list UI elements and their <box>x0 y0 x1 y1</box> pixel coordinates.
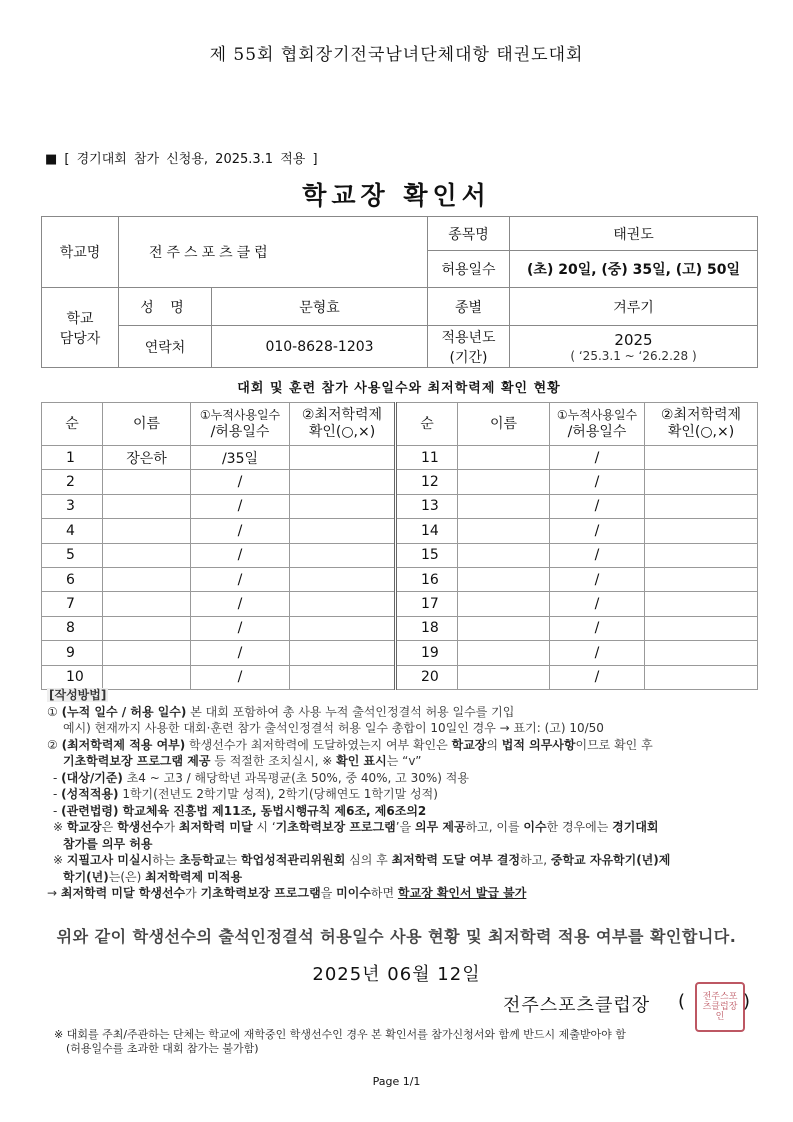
method-text: 경기대회 <box>612 820 659 834</box>
method-text: 기초학력보장 프로그램 <box>200 886 321 900</box>
student-name: 장은하 <box>103 446 191 470</box>
cumulative-days: / <box>550 446 645 470</box>
student-name <box>103 665 191 689</box>
method-text: 는 <box>225 853 241 867</box>
cumulative-days: / <box>191 543 290 567</box>
min-academic-check <box>645 446 758 470</box>
col-name-left: 이름 <box>103 403 191 446</box>
method-text: 을 <box>320 886 337 900</box>
method-text: 최저학력제 미적용 <box>145 869 243 884</box>
method-text: 학생선수가 최저학력에 도달하였는지 여부 확인은 <box>185 737 452 752</box>
method-text: 법적 의무사항 <box>501 737 576 752</box>
table-row <box>42 470 758 494</box>
method-text: 가 <box>185 886 201 900</box>
usage-table <box>41 402 758 690</box>
min-academic-check <box>645 543 758 567</box>
col-cumulative-left-line2: /허용일수 <box>210 424 270 440</box>
row-number: 14 <box>396 519 458 543</box>
min-academic-check <box>290 519 396 543</box>
year-value: 2025 <box>614 330 653 349</box>
method-text: 초4 ~ 고3 / 해당학년 과목평균(초 50%, 중 40%, 고 30%) 적용 <box>122 770 469 785</box>
method-text: 본 대회 포함하여 총 사용 누적 출석인정결석 허용 일수를 기입 <box>186 704 515 719</box>
usage-section-title: 대회 및 훈련 참가 사용일수와 최저학력제 확인 현황 <box>237 381 561 396</box>
official-seal: 전주스포츠클럽장인 <box>695 982 745 1032</box>
method-text: (관련법령) 학교체육 진흥법 제11조, 동법시행규칙 제6조, 제6조의2 <box>61 803 427 818</box>
method-text: 기초학력보장 프로그램 제공 <box>63 754 211 768</box>
method-text: ※ <box>53 853 67 867</box>
method-text: 은 <box>101 820 118 834</box>
cumulative-days: / <box>550 616 645 640</box>
student-name <box>458 641 550 665</box>
row-number: 15 <box>396 543 458 567</box>
student-name <box>103 567 191 591</box>
cumulative-days: / <box>191 567 290 591</box>
row-number: 1 <box>42 446 103 470</box>
min-academic-check <box>645 519 758 543</box>
cumulative-days: / <box>191 616 290 640</box>
col-min-left-line1: ②최저학력제 <box>301 407 383 423</box>
method-text: 미이수 <box>336 886 371 900</box>
row-number: 6 <box>42 567 103 591</box>
student-name <box>458 519 550 543</box>
row-number: 8 <box>42 616 103 640</box>
cumulative-days: / <box>550 665 645 689</box>
row-number: 18 <box>396 616 458 640</box>
method-text: - <box>53 803 62 818</box>
contact-value: 010-8628-1203 <box>212 326 428 368</box>
form-note: ■ [ 경기대회 참가 신청용, 2025.3.1 적용 ] <box>45 152 318 167</box>
min-academic-check <box>290 543 396 567</box>
col-cumulative-right <box>550 403 645 446</box>
min-academic-check <box>290 446 396 470</box>
method-text: 1학기(전년도 2학기말 성적), 2학기(당해연도 1학기말 성적) <box>118 787 438 801</box>
method-line-7 <box>47 803 762 820</box>
row-number: 2 <box>42 470 103 494</box>
allowed-days-value: (초) 20일, (중) 35일, (고) 50일 <box>510 251 758 288</box>
manager-label-line1: 학교 <box>66 310 94 327</box>
method-line-12 <box>47 885 762 902</box>
year-label-line2: (기간) <box>449 349 488 366</box>
row-number: 10 <box>42 665 103 689</box>
student-name <box>458 446 550 470</box>
min-academic-check <box>290 592 396 616</box>
cumulative-days: / <box>191 494 290 518</box>
col-min-right <box>645 403 758 446</box>
cumulative-days: / <box>191 470 290 494</box>
method-text: 참가를 의무 허용 <box>63 836 153 851</box>
method-text: 최저학력 미달 학생선수 <box>60 886 186 900</box>
method-line-10 <box>47 852 762 869</box>
cumulative-days: /35일 <box>191 446 290 470</box>
method-line-6 <box>47 786 762 803</box>
year-label-line1: 적용년도 <box>441 329 496 346</box>
name-label: 성 명 <box>119 288 212 326</box>
student-name <box>458 592 550 616</box>
col-name-right: 이름 <box>458 403 550 446</box>
table-row <box>42 592 758 616</box>
method-text: (성적적용) <box>61 787 119 801</box>
row-number: 4 <box>42 519 103 543</box>
method-line-5 <box>47 770 762 787</box>
method-text: 이므로 확인 후 <box>575 737 653 752</box>
min-academic-check <box>290 641 396 665</box>
method-line-4 <box>47 753 762 770</box>
student-name <box>458 494 550 518</box>
method-text: 등 적절한 조치실시, ※ <box>210 754 337 768</box>
row-number: 13 <box>396 494 458 518</box>
student-name <box>458 567 550 591</box>
method-text: 는 “v” <box>386 754 422 768</box>
method-text: (대상/기준) <box>61 770 123 785</box>
page-number: Page 1/1 <box>372 1075 421 1088</box>
method-text: 하고, 이를 <box>465 820 524 834</box>
min-academic-check <box>645 470 758 494</box>
method-text: 중학교 자유학기(년)제 <box>550 853 671 867</box>
seal-paren-close: ) <box>743 991 751 1012</box>
student-name <box>458 470 550 494</box>
row-number: 19 <box>396 641 458 665</box>
method-line-9 <box>47 836 762 853</box>
table-row <box>42 665 758 689</box>
row-number: 16 <box>396 567 458 591</box>
confirmation-statement: 위와 같이 학생선수의 출석인정결석 허용일수 사용 현황 및 최저학력 적용 여부를 확인합니다. <box>56 927 737 946</box>
row-number: 11 <box>396 446 458 470</box>
min-academic-check <box>645 641 758 665</box>
method-text: 학교장 <box>451 737 487 752</box>
row-number: 5 <box>42 543 103 567</box>
col-cumulative-right-line2: /허용일수 <box>567 424 627 440</box>
min-academic-check <box>290 470 396 494</box>
cumulative-days: / <box>191 641 290 665</box>
year-period: ( ‘25.3.1 ~ ‘26.2.28 ) <box>570 348 697 363</box>
method-text: ’을 <box>395 820 415 834</box>
category-label: 종별 <box>428 288 510 326</box>
min-academic-check <box>645 616 758 640</box>
row-number: 3 <box>42 494 103 518</box>
school-label: 학교명 <box>42 217 119 288</box>
method-text: 시 ‘ <box>252 820 276 834</box>
method-text: 의 <box>486 737 502 752</box>
seal-paren-open: ( <box>678 991 686 1012</box>
method-text: 확인 표시 <box>336 754 387 768</box>
method-text: - <box>53 770 62 785</box>
table-row <box>42 494 758 518</box>
method-text: 초등학교 <box>179 853 226 867</box>
method-text: 기초학력보장 프로그램 <box>275 820 396 834</box>
manager-label-line2: 담당자 <box>59 330 101 347</box>
row-number: 12 <box>396 470 458 494</box>
method-text: 의무 제공 <box>415 820 466 834</box>
student-name <box>103 543 191 567</box>
method-text: 하고, <box>520 853 551 867</box>
student-name <box>103 494 191 518</box>
method-line-1 <box>47 704 762 721</box>
event-title: 제 55회 협회장기전국남녀단체대항 태권도대회 <box>209 45 584 65</box>
method-text: 학교장 확인서 발급 불가 <box>397 886 527 900</box>
method-text: 학생선수 <box>117 820 164 834</box>
method-text: 하는 <box>152 853 180 867</box>
table-row <box>42 519 758 543</box>
method-title: [작성방법] <box>49 688 107 702</box>
cumulative-days: / <box>191 592 290 616</box>
footnote-line-1: ※ 대회를 주최/주관하는 단체는 학교에 재학중인 학생선수인 경우 본 확인서를 참가신청서와 함께 반드시 제출받아야 함 <box>54 1028 626 1041</box>
student-name <box>103 616 191 640</box>
col-min-left <box>290 403 396 446</box>
method-line-11 <box>47 869 762 886</box>
method-text: 한 경우에는 <box>546 820 613 834</box>
method-text: 가 <box>163 820 179 834</box>
cumulative-days: / <box>550 470 645 494</box>
student-name <box>103 641 191 665</box>
col-cumulative-left <box>191 403 290 446</box>
student-name <box>103 592 191 616</box>
row-number: 9 <box>42 641 103 665</box>
method-text: 이수 <box>523 820 547 834</box>
table-row <box>42 567 758 591</box>
footnote <box>54 1028 764 1056</box>
confirmation-date: 2025년 06월 12일 <box>312 964 481 985</box>
col-min-right-line2: 확인(○,×) <box>667 424 735 440</box>
year-cell <box>510 326 758 368</box>
signer-name: 전주스포츠클럽장 <box>503 995 651 1016</box>
contact-label: 연락처 <box>119 326 212 368</box>
allowed-days-label: 허용일수 <box>428 251 510 288</box>
col-cumulative-right-line1: ①누적사용일수 <box>556 408 638 422</box>
student-name <box>458 616 550 640</box>
method-text: 학교장 <box>66 820 102 834</box>
col-no-right: 순 <box>396 403 458 446</box>
cumulative-days: / <box>550 519 645 543</box>
min-academic-check <box>290 616 396 640</box>
method-text: 최저학력 도달 여부 결정 <box>391 853 521 867</box>
row-number: 20 <box>396 665 458 689</box>
manager-name: 문형효 <box>212 288 428 326</box>
method-text: 심의 후 <box>345 853 392 867</box>
method-text: - <box>53 787 62 801</box>
school-name: 전주스포츠클럽 <box>119 217 428 288</box>
document-title: 학교장 확인서 <box>302 181 491 210</box>
min-academic-check <box>645 665 758 689</box>
table-row <box>42 641 758 665</box>
student-name <box>458 543 550 567</box>
cumulative-days: / <box>550 543 645 567</box>
method-text: 학기(년) <box>63 869 109 884</box>
cumulative-days: / <box>550 494 645 518</box>
sport-name: 태권도 <box>510 217 758 251</box>
category-value: 겨루기 <box>510 288 758 326</box>
row-number: 7 <box>42 592 103 616</box>
method-line-2: 예시) 현재까지 사용한 대회·훈련 참가 출석인정결석 허용 일수 총합이 10일인 경우 → 표기: (고) 10/50 <box>63 721 604 735</box>
min-academic-check <box>290 567 396 591</box>
footnote-line-2: (허용일수를 초과한 대회 참가는 불가함) <box>66 1042 259 1055</box>
cumulative-days: / <box>191 519 290 543</box>
method-text: → <box>47 886 61 900</box>
cumulative-days: / <box>191 665 290 689</box>
min-academic-check <box>645 592 758 616</box>
method-line-3 <box>47 737 762 754</box>
col-no-left: 순 <box>42 403 103 446</box>
cumulative-days: / <box>550 641 645 665</box>
cumulative-days: / <box>550 592 645 616</box>
manager-label <box>42 288 119 368</box>
col-min-left-line2: 확인(○,×) <box>308 424 376 440</box>
school-info-table <box>41 216 758 368</box>
row-number: 17 <box>396 592 458 616</box>
student-name <box>103 470 191 494</box>
table-row <box>42 446 758 470</box>
method-text: 지필고사 미실시 <box>66 853 153 867</box>
method-text: ※ <box>53 820 67 834</box>
min-academic-check <box>290 494 396 518</box>
method-text: ① <box>47 704 62 719</box>
table-row <box>42 616 758 640</box>
method-text: ② <box>47 737 62 752</box>
col-cumulative-left-line1: ①누적사용일수 <box>199 408 281 422</box>
method-text: 는(은) <box>108 869 146 884</box>
min-academic-check <box>645 567 758 591</box>
writing-method <box>47 687 762 902</box>
method-text: 학업성적관리위원회 <box>241 853 346 867</box>
year-label <box>428 326 510 368</box>
method-text: 최저학력 미달 <box>178 820 253 834</box>
method-text: (최저학력제 적용 여부) <box>61 737 186 752</box>
method-text: (누적 일수 / 허용 일수) <box>61 704 187 719</box>
col-min-right-line1: ②최저학력제 <box>660 407 742 423</box>
method-text: 하면 <box>370 886 398 900</box>
student-name <box>458 665 550 689</box>
cumulative-days: / <box>550 567 645 591</box>
method-line-8 <box>47 819 762 836</box>
student-name <box>103 519 191 543</box>
min-academic-check <box>290 665 396 689</box>
min-academic-check <box>645 494 758 518</box>
sport-label: 종목명 <box>428 217 510 251</box>
table-row <box>42 543 758 567</box>
